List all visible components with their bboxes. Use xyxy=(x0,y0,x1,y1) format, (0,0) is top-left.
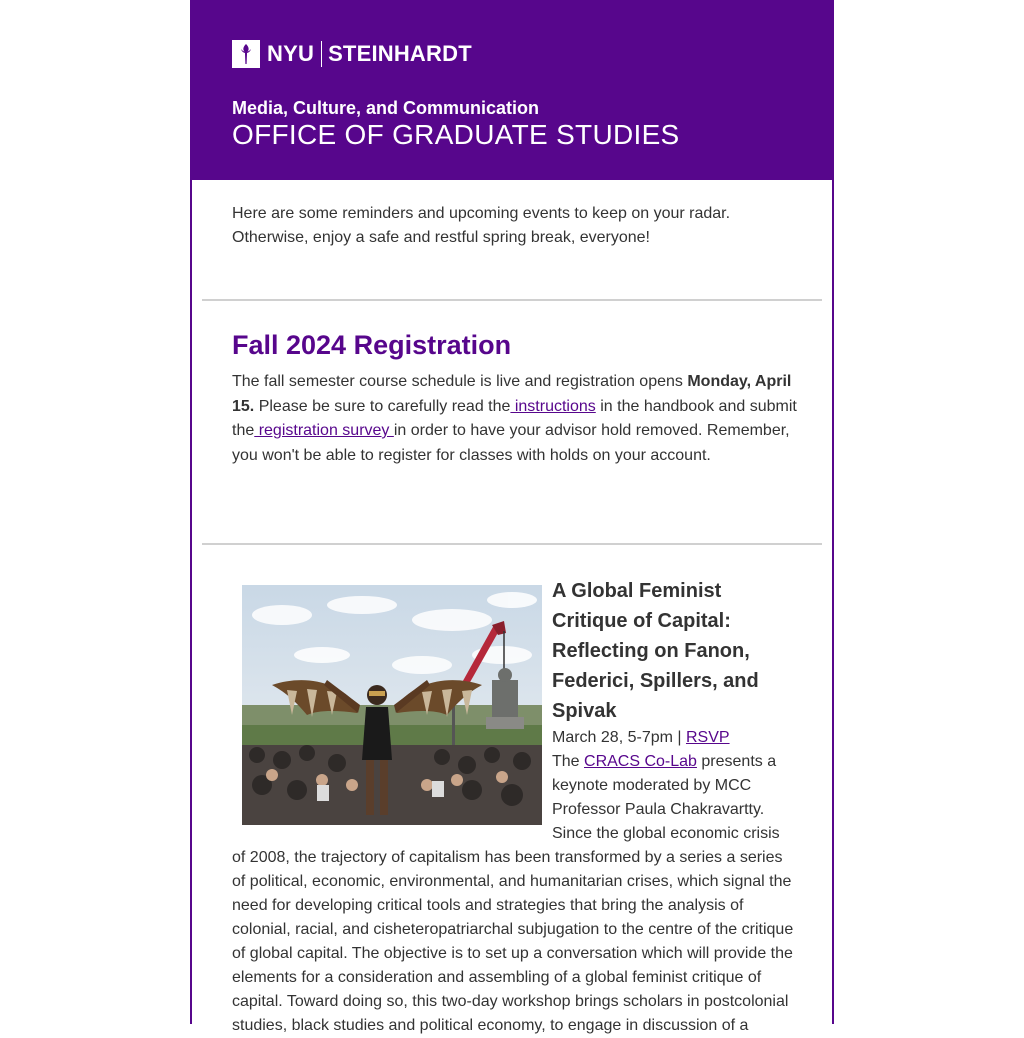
registration-title: Fall 2024 Registration xyxy=(232,330,512,360)
event-title: A Global Feminist Critique of Capital: Reflecting on Fanon, Federici, Spillers, and Spivak xyxy=(552,580,759,722)
email-body xyxy=(190,180,834,1034)
instructions-link[interactable]: instructions xyxy=(510,397,596,415)
section-divider xyxy=(202,299,822,301)
intro-line-1: Here are some reminders and upcoming events to keep on your radar. xyxy=(232,205,731,222)
registration-survey-link[interactable]: registration survey xyxy=(254,422,394,439)
office-title: OFFICE OF GRADUATE STUDIES xyxy=(232,119,680,150)
logo-school: STEINHARDT xyxy=(328,41,472,66)
logo-wordmark: NYU xyxy=(267,41,315,66)
event-block xyxy=(232,576,794,1038)
registration-text-2: Please be sure to carefully read the xyxy=(254,397,511,415)
registration-date: Monday, April 15. xyxy=(232,373,792,415)
intro-line-2: Otherwise, enjoy a safe and restful spring break, everyone! xyxy=(232,229,650,246)
email-container xyxy=(190,0,834,1034)
department-name: Media, Culture, and Communication xyxy=(232,98,540,118)
event-description-text: presents a keynote moderated by MCC Professor Paula Chakravartty. Since the global economic crisis of 2008, the trajectory of capitalism has been transformed by a series a series of political, economic, environmental, and humanitarian crises, which signal the need for developing critical tools and strategies that bring the analysis of colonial, racial, and cisheteropatriarchal subjugation to the centre of the critique of global capital. The objective is to set up a conversation which will provide the elements for a consideration and assembling of a global feminist critique of capital. Toward doing so, this two-day workshop brings scholars in postcolonial studies, black studies and political economy, to engage in discussion of a xyxy=(232,753,794,1034)
cracs-colab-link[interactable]: CRACS Co-Lab xyxy=(584,753,697,770)
logo-separator xyxy=(321,41,322,67)
event-desc-prefix: The xyxy=(552,753,585,770)
rsvp-link[interactable]: RSVP xyxy=(685,729,730,746)
registration-text-1: The fall semester course schedule is live and registration opens xyxy=(232,373,688,390)
event-date: March 28, 5-7pm | xyxy=(552,729,686,746)
email-header xyxy=(190,0,834,180)
intro-paragraph xyxy=(232,202,792,250)
protest-performance-photo[interactable] xyxy=(242,585,542,825)
nyu-torch-icon xyxy=(232,40,260,68)
registration-text-3: in the handbook and submit the xyxy=(232,397,797,439)
section-divider xyxy=(202,543,822,545)
registration-text xyxy=(232,370,797,468)
nyu-steinhardt-logo[interactable] xyxy=(232,40,792,68)
registration-text-4: in order to have your advisor hold removed. Remember, you won't be able to register for classes with holds on your account. xyxy=(232,422,790,464)
